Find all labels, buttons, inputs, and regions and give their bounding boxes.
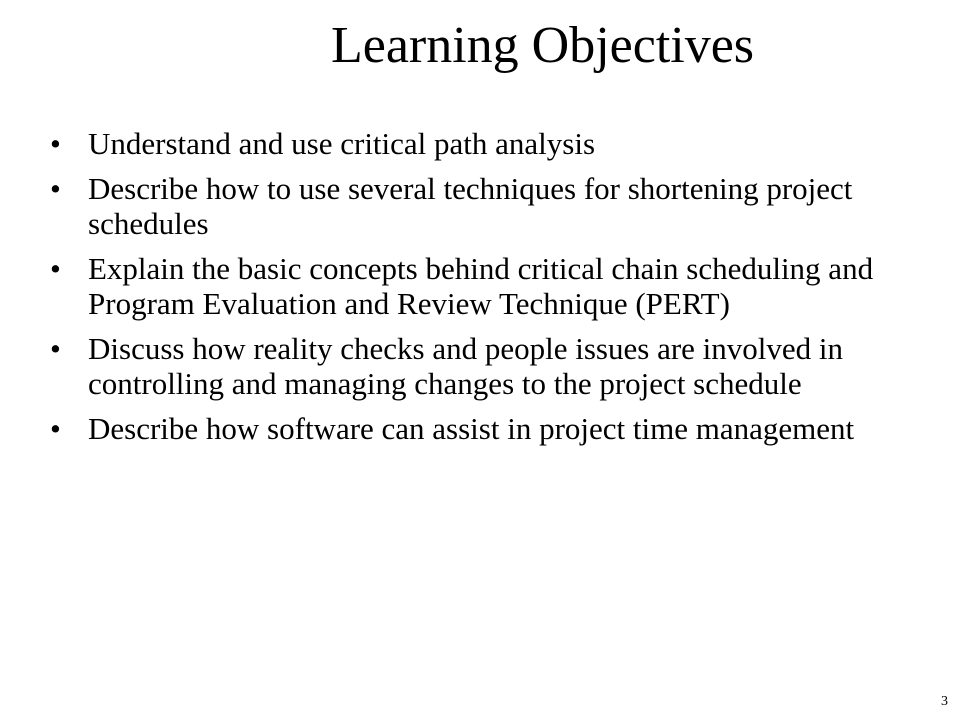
bullet-icon: •: [50, 126, 61, 161]
list-item: [50, 411, 890, 446]
objectives-list: [50, 126, 890, 456]
list-item: [50, 331, 890, 401]
objective-text: Discuss how reality checks and people issues are involved in controlling and managing changes to the project schedule: [88, 331, 844, 401]
list-item: [50, 171, 890, 241]
objective-text: Describe how to use several techniques for shortening project schedules: [88, 171, 853, 241]
objective-text: Understand and use critical path analysis: [88, 126, 596, 161]
list-item: [50, 126, 890, 161]
page-number: 3: [941, 694, 948, 709]
objective-text: Explain the basic concepts behind critical chain scheduling and Program Evaluation and Review Technique (PERT): [88, 251, 874, 321]
bullet-icon: •: [50, 251, 61, 286]
bullet-icon: •: [50, 171, 61, 206]
list-item: [50, 251, 890, 321]
bullet-icon: •: [50, 411, 61, 446]
slide-title: Learning Objectives: [330, 17, 755, 74]
objective-text: Describe how software can assist in project time management: [88, 411, 855, 446]
bullet-icon: •: [50, 331, 61, 366]
